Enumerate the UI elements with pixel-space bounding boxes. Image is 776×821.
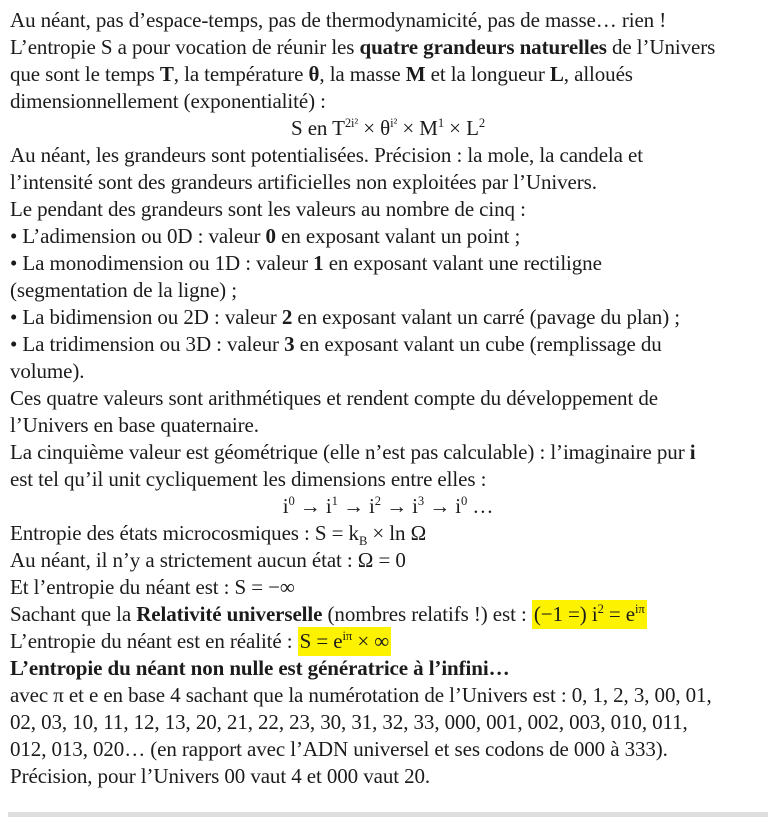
- text-line: [10, 61, 766, 88]
- text-run: L’entropie du néant est en réalité :: [10, 629, 298, 653]
- text-run: iπ: [635, 602, 645, 616]
- text-run: Au néant, pas d’espace-temps, pas de thermodynamicité, pas de masse… rien !: [10, 8, 667, 32]
- text-line: [10, 34, 766, 61]
- text-run: × ln Ω: [367, 521, 427, 545]
- text-line: [10, 547, 766, 574]
- text-line: [10, 601, 766, 628]
- text-run: en exposant valant une rectiligne: [323, 251, 602, 275]
- text-run: volume).: [10, 359, 85, 383]
- text-line: [10, 277, 766, 304]
- text-run: 2: [478, 116, 486, 130]
- text-line: [10, 115, 766, 142]
- text-run: iπ: [342, 629, 353, 643]
- text-run: × θ: [358, 116, 391, 140]
- text-run: → i: [294, 494, 332, 518]
- text-run: 2: [281, 305, 293, 329]
- text-line: [10, 7, 766, 34]
- text-run: 0: [265, 224, 276, 248]
- text-run: quatre grandeurs naturelles: [359, 35, 607, 59]
- text-run: en exposant valant un carré (pavage du plan) ;: [292, 305, 680, 329]
- text-line: [10, 223, 766, 250]
- text-line: [10, 331, 766, 358]
- text-run: …: [467, 494, 494, 518]
- text-run: 1: [437, 116, 445, 130]
- text-line: [10, 709, 766, 736]
- text-run: M: [405, 62, 426, 86]
- text-run: Au néant, les grandeurs sont potentialisées. Précision : la mole, la candela et: [10, 143, 643, 167]
- text-line: [10, 763, 766, 790]
- text-run: Le pendant des grandeurs sont les valeurs au nombre de cinq :: [10, 197, 526, 221]
- text-run: L’entropie S a pour vocation de réunir les: [10, 35, 360, 59]
- text-run: Et l’entropie du néant est : S = −∞: [10, 575, 295, 599]
- text-run: est tel qu’il unit cycliquement les dimensions entre elles :: [10, 467, 487, 491]
- text-run: • La tridimension ou 3D : valeur: [10, 332, 285, 356]
- text-run: B: [358, 534, 368, 549]
- text-run: (−1 =) i: [533, 602, 598, 626]
- text-run: S = e: [299, 629, 343, 653]
- text-run: 012, 013, 020… (en rapport avec l’ADN universel et ses codons de 000 à 333).: [10, 737, 668, 761]
- text-run: • L’adimension ou 0D : valeur: [10, 224, 266, 248]
- text-run: Sachant que la: [10, 602, 137, 626]
- text-run: × M: [397, 116, 438, 140]
- text-line: [10, 412, 766, 439]
- text-line: [10, 574, 766, 601]
- text-line: [10, 655, 766, 682]
- text-run: T: [159, 62, 174, 86]
- text-run: avec π et e en base 4 sachant que la numérotation de l’Univers est : 0, 1, 2, 3, 00, 01,: [10, 683, 712, 707]
- text-run: et la longueur: [425, 62, 550, 86]
- text-run: × L: [444, 116, 479, 140]
- text-run: L’entropie du néant non nulle est génératrice à l’infini…: [10, 656, 510, 680]
- text-line: [10, 493, 766, 520]
- text-line: [10, 682, 766, 709]
- text-run: θ: [308, 62, 320, 86]
- text-run: (nombres relatifs !) est :: [322, 602, 532, 626]
- text-line: [10, 304, 766, 331]
- text-run: → i: [380, 494, 418, 518]
- text-line: [10, 520, 766, 547]
- text-run: 0: [461, 494, 468, 508]
- text-line: [10, 439, 766, 466]
- text-run: Relativité universelle: [136, 602, 323, 626]
- text-run: 1: [313, 251, 324, 275]
- text-line: [10, 628, 766, 655]
- text-run: S en T: [290, 116, 345, 140]
- text-run: × ∞: [352, 629, 390, 653]
- text-run: Ces quatre valeurs sont arithmétiques et rendent compte du développement de: [10, 386, 658, 410]
- text-run: 2i²: [344, 116, 359, 130]
- text-run: • La bidimension ou 2D : valeur: [10, 305, 282, 329]
- text-run: L: [549, 62, 564, 86]
- text-line: [10, 466, 766, 493]
- highlighted-formula: [298, 627, 391, 656]
- text-run: l’Univers en base quaternaire.: [10, 413, 259, 437]
- text-run: 2: [597, 602, 604, 616]
- text-run: Au néant, il n’y a strictement aucun état : Ω = 0: [10, 548, 406, 572]
- text-run: 2: [374, 494, 381, 508]
- text-line: [10, 169, 766, 196]
- text-line: [10, 250, 766, 277]
- text-run: de l’Univers: [606, 35, 716, 59]
- text-run: Entropie des états microcosmiques : S = k: [10, 521, 359, 545]
- text-run: 1: [331, 494, 338, 508]
- text-run: i²: [390, 116, 398, 130]
- text-run: l’intensité sont des grandeurs artificielles non exploitées par l’Univers.: [10, 170, 597, 194]
- text-run: dimensionnellement (exponentialité) :: [10, 89, 326, 113]
- text-line: [10, 88, 766, 115]
- text-run: → i: [424, 494, 462, 518]
- text-run: que sont le temps: [10, 62, 160, 86]
- text-run: • La monodimension ou 1D : valeur: [10, 251, 314, 275]
- text-run: , alloués: [563, 62, 633, 86]
- bottom-edge-artifact: [8, 812, 768, 817]
- text-run: i: [689, 440, 696, 464]
- text-line: [10, 196, 766, 223]
- text-run: → i: [337, 494, 375, 518]
- text-run: , la masse: [319, 62, 406, 86]
- text-run: La cinquième valeur est géométrique (elle n’est pas calculable) : l’imaginaire pur: [10, 440, 690, 464]
- text-run: en exposant valant un cube (remplissage du: [294, 332, 662, 356]
- text-run: Précision, pour l’Univers 00 vaut 4 et 000 vaut 20.: [10, 764, 431, 788]
- text-run: 3: [284, 332, 295, 356]
- text-line: [10, 358, 766, 385]
- text-run: (segmentation de la ligne) ;: [10, 278, 237, 302]
- text-run: = e: [603, 602, 636, 626]
- text-run: i: [282, 494, 289, 518]
- text-line: [10, 736, 766, 763]
- text-line: [10, 385, 766, 412]
- text-run: 3: [417, 494, 425, 508]
- text-run: , la température: [173, 62, 309, 86]
- text-run: 02, 03, 10, 11, 12, 13, 20, 21, 22, 23, 30, 31, 32, 33, 000, 001, 002, 003, 010, 011,: [10, 710, 688, 734]
- text-run: 0: [288, 494, 295, 508]
- highlighted-formula: [532, 600, 647, 629]
- text-run: en exposant valant un point ;: [275, 224, 521, 248]
- text-line: [10, 142, 766, 169]
